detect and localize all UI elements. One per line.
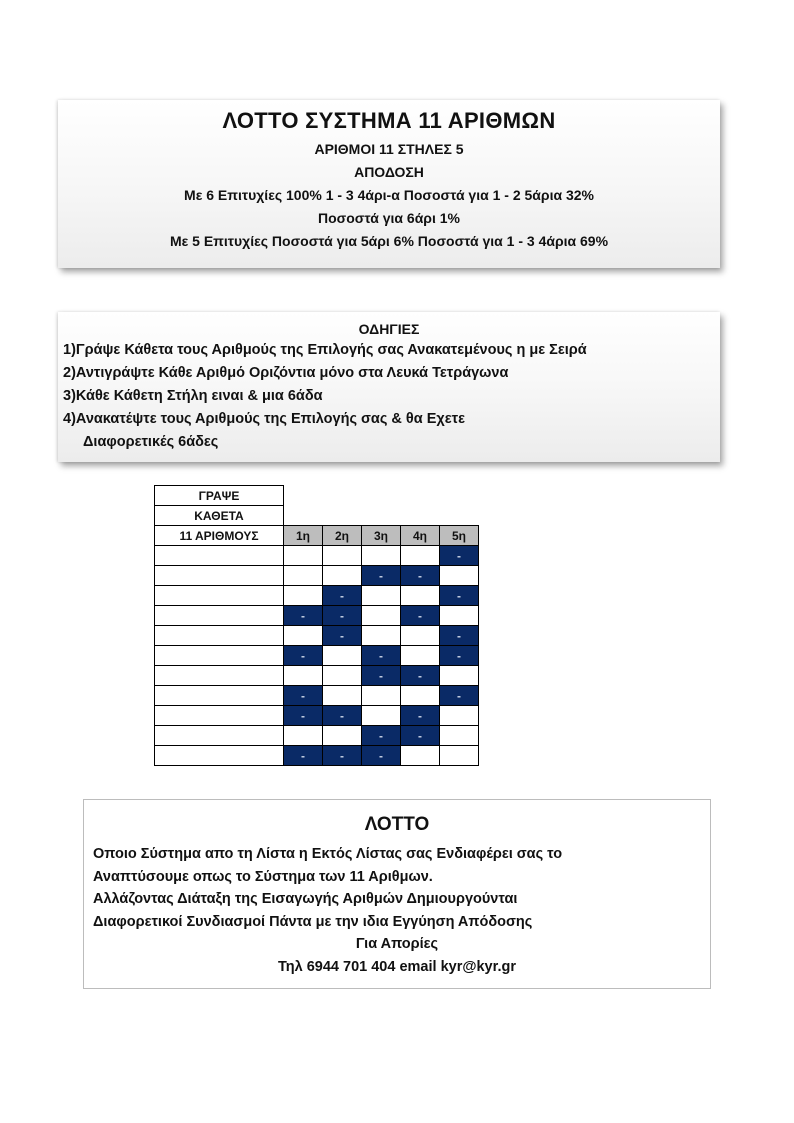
lotto-system-grid: [154, 485, 479, 766]
payout-6ari-line: Ποσοστά για 6άρι 1%: [318, 210, 460, 226]
grid-row: [155, 666, 479, 686]
copy-cell[interactable]: [362, 606, 401, 626]
contact-title: ΛΟΤΤΟ: [364, 814, 430, 835]
column-header: 3η: [362, 526, 401, 546]
blocked-cell: -: [401, 666, 440, 686]
copy-cell[interactable]: [440, 726, 479, 746]
contact-text-line: Διαφορετικοί Συνδιασμοί Πάντα με την ιδια Εγγύηση Απόδοσης: [93, 913, 533, 930]
copy-cell[interactable]: [284, 626, 323, 646]
copy-cell[interactable]: [401, 586, 440, 606]
blocked-cell: -: [440, 626, 479, 646]
blocked-cell: -: [362, 746, 401, 766]
copy-cell[interactable]: [323, 726, 362, 746]
column-header: 4η: [401, 526, 440, 546]
instructions-box: [58, 312, 720, 462]
number-entry-cell[interactable]: [155, 546, 284, 566]
blocked-cell: -: [362, 646, 401, 666]
copy-cell[interactable]: [323, 566, 362, 586]
copy-cell[interactable]: [323, 686, 362, 706]
copy-cell[interactable]: [362, 546, 401, 566]
copy-cell[interactable]: [440, 566, 479, 586]
blocked-cell: -: [401, 606, 440, 626]
copy-cell[interactable]: [323, 546, 362, 566]
grid-row: [155, 546, 479, 566]
blocked-cell: -: [440, 586, 479, 606]
payout-6-hits-line: Με 6 Επιτυχίες 100% 1 - 3 4άρι-α Ποσοστά για 1 - 2 5άρια 32%: [184, 187, 594, 203]
copy-cell[interactable]: [362, 686, 401, 706]
copy-cell[interactable]: [440, 606, 479, 626]
instruction-4: 4)Ανακατέψτε τους Αριθμούς της Επιλογής σας & θα Εχετε: [63, 411, 465, 427]
instruction-4-continued: Διαφορετικές 6άδες: [83, 434, 219, 450]
blocked-cell: -: [323, 606, 362, 626]
grid-label-write: ΓΡΑΨΕ: [155, 486, 284, 506]
grid-row: [155, 706, 479, 726]
instructions-heading: ΟΔΗΓΙΕΣ: [358, 321, 420, 337]
contact-text-line: Αναπτύσουμε οπως το Σύστημα των 11 Αριθμων.: [93, 868, 433, 885]
inquiries-label: Για Απορίες: [355, 936, 439, 952]
payout-heading: ΑΠΟΔΟΣΗ: [354, 164, 424, 180]
column-header: 1η: [284, 526, 323, 546]
grid-row: [155, 586, 479, 606]
copy-cell[interactable]: [323, 646, 362, 666]
blocked-cell: -: [323, 626, 362, 646]
blocked-cell: -: [401, 566, 440, 586]
phone-email-line: Τηλ 6944 701 404 email kyr@kyr.gr: [278, 958, 516, 975]
copy-cell[interactable]: [440, 666, 479, 686]
grid-row: [155, 686, 479, 706]
grid-label-vertical: ΚΑΘΕΤΑ: [155, 506, 284, 526]
blocked-cell: -: [401, 706, 440, 726]
contact-box: [83, 799, 711, 989]
grid-row: [155, 606, 479, 626]
copy-cell[interactable]: [284, 546, 323, 566]
blocked-cell: -: [401, 726, 440, 746]
copy-cell[interactable]: [362, 586, 401, 606]
blocked-cell: -: [440, 646, 479, 666]
contact-text-line: Οποιο Σύστημα απο τη Λίστα η Εκτός Λίστας σας Ενδιαφέρει σας το: [93, 846, 563, 862]
blocked-cell: -: [284, 646, 323, 666]
grid-row: [155, 726, 479, 746]
blocked-cell: -: [284, 706, 323, 726]
number-entry-cell[interactable]: [155, 566, 284, 586]
blocked-cell: -: [323, 586, 362, 606]
contact-text-line: Αλλάζοντας Διάταξη της Εισαγωγής Αριθμών Δημιουργούνται: [93, 891, 518, 907]
copy-cell[interactable]: [401, 626, 440, 646]
copy-cell[interactable]: [401, 646, 440, 666]
blocked-cell: -: [284, 606, 323, 626]
number-entry-cell[interactable]: [155, 726, 284, 746]
number-entry-cell[interactable]: [155, 706, 284, 726]
copy-cell[interactable]: [440, 746, 479, 766]
blocked-cell: -: [362, 726, 401, 746]
number-entry-cell[interactable]: [155, 606, 284, 626]
grid-row: [155, 746, 479, 766]
instruction-1: 1)Γράψε Κάθετα τους Αριθμούς της Επιλογής σας Ανακατεμένους η με Σειρά: [63, 342, 587, 358]
grid-label-11-numbers: 11 ΑΡΙΘΜΟΥΣ: [155, 526, 284, 546]
copy-cell[interactable]: [284, 726, 323, 746]
number-entry-cell[interactable]: [155, 586, 284, 606]
instruction-2: 2)Αντιγράψτε Κάθε Αριθμό Οριζόντια μόνο στα Λευκά Τετράγωνα: [63, 365, 509, 381]
column-header: 5η: [440, 526, 479, 546]
copy-cell[interactable]: [284, 566, 323, 586]
blocked-cell: -: [284, 686, 323, 706]
blocked-cell: -: [440, 546, 479, 566]
grid-row: [155, 566, 479, 586]
copy-cell[interactable]: [362, 626, 401, 646]
blocked-cell: -: [440, 686, 479, 706]
numbers-columns-line: ΑΡΙΘΜΟΙ 11 ΣΤΗΛΕΣ 5: [314, 141, 464, 157]
payout-5-hits-line: Με 5 Επιτυχίες Ποσοστά για 5άρι 6% Ποσοστά για 1 - 3 4άρια 69%: [169, 233, 609, 249]
number-entry-cell[interactable]: [155, 646, 284, 666]
blocked-cell: -: [284, 746, 323, 766]
instruction-3: 3)Κάθε Κάθετη Στήλη ειναι & μια 6άδα: [63, 388, 323, 404]
system-title: ΛΟΤΤΟ ΣΥΣΤΗΜΑ 11 ΑΡΙΘΜΩΝ: [222, 108, 556, 133]
copy-cell[interactable]: [284, 666, 323, 686]
number-entry-cell[interactable]: [155, 626, 284, 646]
grid-row: [155, 646, 479, 666]
copy-cell[interactable]: [401, 746, 440, 766]
copy-cell[interactable]: [284, 586, 323, 606]
copy-cell[interactable]: [401, 546, 440, 566]
blocked-cell: -: [323, 746, 362, 766]
number-entry-cell[interactable]: [155, 666, 284, 686]
grid-row: [155, 626, 479, 646]
copy-cell[interactable]: [362, 706, 401, 726]
number-entry-cell[interactable]: [155, 746, 284, 766]
copy-cell[interactable]: [440, 706, 479, 726]
column-header: 2η: [323, 526, 362, 546]
copy-cell[interactable]: [401, 686, 440, 706]
number-entry-cell[interactable]: [155, 686, 284, 706]
blocked-cell: -: [323, 706, 362, 726]
system-header-box: [58, 100, 720, 268]
blocked-cell: -: [362, 566, 401, 586]
copy-cell[interactable]: [323, 666, 362, 686]
blocked-cell: -: [362, 666, 401, 686]
